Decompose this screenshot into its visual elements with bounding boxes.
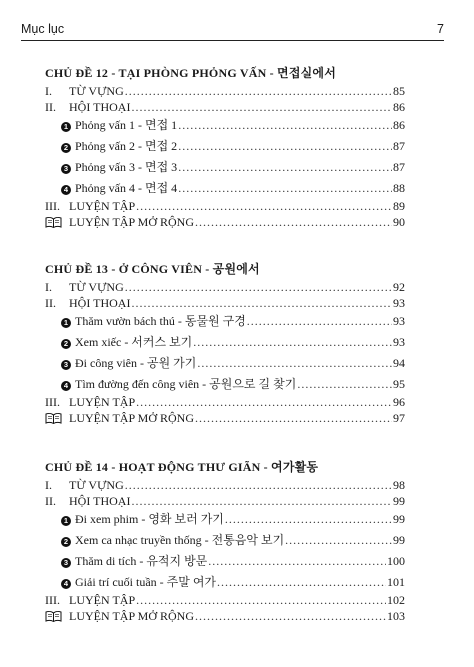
toc-entry[interactable] xyxy=(45,593,405,609)
section-numeral: II. xyxy=(45,493,56,508)
open-book-icon xyxy=(45,215,69,231)
toc-subentry[interactable] xyxy=(45,157,405,178)
section-numeral: I. xyxy=(45,280,52,294)
entry-page-number: 87 xyxy=(393,139,405,153)
entry-page-number: 86 xyxy=(393,118,405,132)
entry-page-number: 100 xyxy=(387,554,405,568)
dot-leader xyxy=(136,593,386,609)
toc-entry[interactable] xyxy=(45,280,405,296)
dot-leader xyxy=(136,199,392,215)
chapter-title: CHỦ ĐỀ 12 - TẠI PHÒNG PHỎNG VẤN - 면접실에서 xyxy=(45,66,336,80)
entry-label: LUYỆN TẬP xyxy=(69,199,136,213)
entry-page-number: 97 xyxy=(393,410,405,425)
entry-page-number: 93 xyxy=(393,295,405,310)
section-numeral: I. xyxy=(45,478,52,492)
numbered-bullet-icon: 3 xyxy=(61,360,71,370)
entry-label: TỪ VỰNG xyxy=(69,478,124,492)
entry-label: Thăm vườn bách thú - 동물원 구경 xyxy=(75,314,246,328)
entry-label: LUYỆN TẬP xyxy=(69,395,136,409)
entry-page-number: 94 xyxy=(393,356,405,370)
entry-label: LUYỆN TẬP xyxy=(69,593,136,607)
numbered-bullet-icon: 2 xyxy=(61,339,71,349)
numbered-bullet-icon: 2 xyxy=(61,143,71,153)
entry-label: Phỏng vấn 1 - 면접 1 xyxy=(75,118,178,132)
entry-label: Xem xiếc - 서커스 보기 xyxy=(75,335,193,349)
dot-leader xyxy=(125,84,392,100)
dot-leader xyxy=(195,215,392,231)
entry-label: Tìm đường đến công viên - 공원으로 길 찾기 xyxy=(75,377,297,391)
entry-page-number: 88 xyxy=(393,181,405,195)
entry-page-number: 89 xyxy=(393,199,405,213)
entry-label: TỪ VỰNG xyxy=(69,280,124,294)
entry-label: Đi công viên - 공원 가기 xyxy=(75,356,197,370)
toc-entry[interactable] xyxy=(45,478,405,494)
entry-label: LUYỆN TẬP MỞ RỘNG xyxy=(69,214,195,229)
page-number: 7 xyxy=(437,22,444,36)
dot-leader xyxy=(125,478,392,494)
toc-subentry[interactable] xyxy=(45,509,405,530)
section-numeral: II. xyxy=(45,295,56,310)
toc-subentry[interactable] xyxy=(45,530,405,551)
entry-label: HỘI THOẠI xyxy=(69,99,131,114)
toc-subentry[interactable] xyxy=(45,115,405,136)
dot-leader xyxy=(178,136,392,157)
entry-label: LUYỆN TẬP MỞ RỘNG xyxy=(69,608,195,623)
dot-leader xyxy=(131,494,392,510)
numbered-bullet-icon: 4 xyxy=(61,185,71,195)
dot-leader xyxy=(247,311,392,332)
section-numeral: II. xyxy=(45,99,56,114)
dot-leader xyxy=(195,411,392,427)
entry-page-number: 87 xyxy=(393,160,405,174)
section-numeral: III. xyxy=(45,593,60,607)
toc-entry[interactable] xyxy=(45,215,405,231)
entry-page-number: 99 xyxy=(393,493,405,508)
open-book-icon xyxy=(45,411,69,427)
numbered-bullet-icon: 1 xyxy=(61,122,71,132)
toc-entry[interactable] xyxy=(45,411,405,427)
numbered-bullet-icon: 1 xyxy=(61,318,71,328)
entry-page-number: 93 xyxy=(393,314,405,328)
entry-page-number: 99 xyxy=(393,512,405,526)
numbered-bullet-icon: 1 xyxy=(61,516,71,526)
entry-page-number: 85 xyxy=(393,84,405,98)
entry-page-number: 102 xyxy=(387,593,405,607)
toc-entry[interactable] xyxy=(45,199,405,215)
toc-subentry[interactable] xyxy=(45,551,405,572)
entry-label: Phỏng vấn 2 - 면접 2 xyxy=(75,139,178,153)
toc-entry[interactable] xyxy=(45,609,405,625)
entry-label: HỘI THOẠI xyxy=(69,295,131,310)
toc-entry[interactable] xyxy=(45,100,405,116)
chapter-section xyxy=(45,456,405,624)
dot-leader xyxy=(285,530,392,551)
entry-label: Đi xem phim - 영화 보러 가기 xyxy=(75,512,224,526)
chapter-title: CHỦ ĐỀ 13 - Ở CÔNG VIÊN - 공원에서 xyxy=(45,262,260,276)
numbered-bullet-icon: 4 xyxy=(61,381,71,391)
entry-page-number: 99 xyxy=(393,533,405,547)
entry-page-number: 95 xyxy=(393,377,405,391)
dot-leader xyxy=(195,609,386,625)
dot-leader xyxy=(131,296,392,312)
open-book-icon xyxy=(45,609,69,625)
section-numeral: III. xyxy=(45,199,60,213)
dot-leader xyxy=(125,280,392,296)
entry-label: Xem ca nhạc truyền thống - 전통음악 보기 xyxy=(75,533,285,547)
dot-leader xyxy=(197,353,392,374)
entry-page-number: 93 xyxy=(393,335,405,349)
entry-page-number: 103 xyxy=(387,608,405,623)
numbered-bullet-icon: 3 xyxy=(61,164,71,174)
dot-leader xyxy=(297,374,392,395)
toc-subentry[interactable] xyxy=(45,178,405,199)
entry-page-number: 96 xyxy=(393,395,405,409)
page-header xyxy=(21,20,444,41)
dot-leader xyxy=(208,551,386,572)
entry-label: Phỏng vấn 3 - 면접 3 xyxy=(75,160,178,174)
toc-subentry[interactable] xyxy=(45,311,405,332)
section-numeral: I. xyxy=(45,84,52,98)
dot-leader xyxy=(136,395,392,411)
entry-label: Phỏng vấn 4 - 면접 4 xyxy=(75,181,178,195)
running-title: Mục lục xyxy=(21,22,65,36)
dot-leader xyxy=(217,572,386,593)
dot-leader xyxy=(178,157,392,178)
entry-page-number: 90 xyxy=(393,214,405,229)
entry-label: TỪ VỰNG xyxy=(69,84,124,98)
toc-subentry[interactable] xyxy=(45,136,405,157)
chapter-title: CHỦ ĐỀ 14 - HOẠT ĐỘNG THƯ GIÃN - 여가활동 xyxy=(45,460,319,474)
entry-page-number: 101 xyxy=(387,575,405,589)
toc-subentry[interactable] xyxy=(45,332,405,353)
entry-label: LUYỆN TẬP MỞ RỘNG xyxy=(69,410,195,425)
numbered-bullet-icon: 4 xyxy=(61,579,71,589)
entry-page-number: 86 xyxy=(393,99,405,114)
dot-leader xyxy=(178,115,392,136)
toc-entry[interactable] xyxy=(45,296,405,312)
chapter-section xyxy=(45,62,405,230)
toc-entry[interactable] xyxy=(45,395,405,411)
entry-label: HỘI THOẠI xyxy=(69,493,131,508)
chapter-section xyxy=(45,258,405,426)
toc-entry[interactable] xyxy=(45,494,405,510)
dot-leader xyxy=(178,178,392,199)
toc-subentry[interactable] xyxy=(45,374,405,395)
toc-subentry[interactable] xyxy=(45,353,405,374)
entry-label: Giải trí cuối tuần - 주말 여가 xyxy=(75,575,217,589)
numbered-bullet-icon: 2 xyxy=(61,537,71,547)
dot-leader xyxy=(225,509,392,530)
toc-subentry[interactable] xyxy=(45,572,405,593)
numbered-bullet-icon: 3 xyxy=(61,558,71,568)
dot-leader xyxy=(193,332,392,353)
dot-leader xyxy=(131,100,392,116)
entry-page-number: 98 xyxy=(393,478,405,492)
section-numeral: III. xyxy=(45,395,60,409)
toc-entry[interactable] xyxy=(45,84,405,100)
entry-page-number: 92 xyxy=(393,280,405,294)
entry-label: Thăm di tích - 유적지 방문 xyxy=(75,554,208,568)
